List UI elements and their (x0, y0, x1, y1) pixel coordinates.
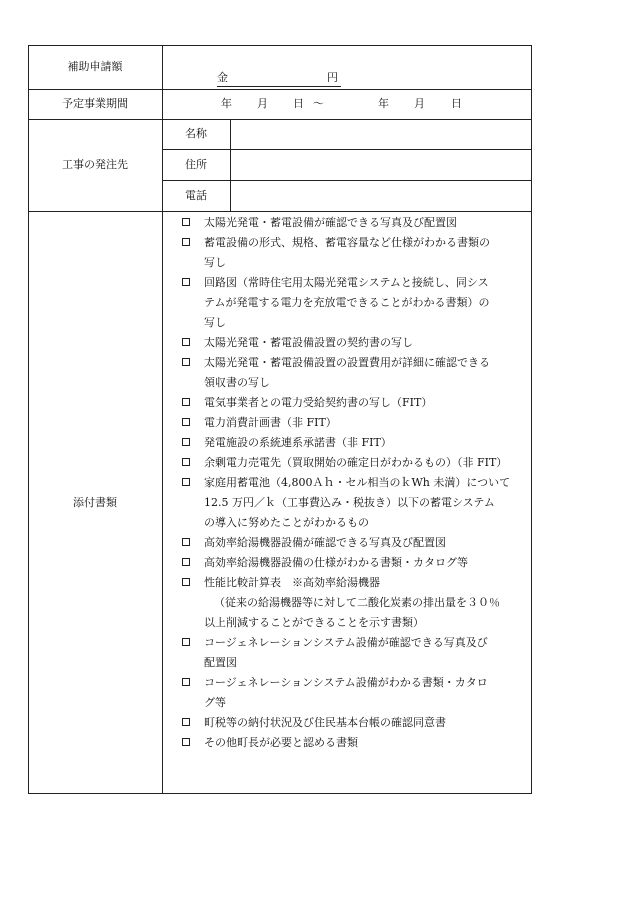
checkbox[interactable] (182, 578, 190, 586)
checklist-item[interactable]: 余剰電力売電先（買取開始の確定日がわかるもの）（非 FIT） (176, 453, 531, 473)
checklist-item[interactable]: 家庭用蓄電池（4,800Ａｈ・セル相当のｋWh 未満）について (176, 473, 531, 493)
checklist-item-continuation: の導入に努めたことがわかるもの (204, 516, 369, 529)
contractor-label: 工事の発注先 (62, 158, 128, 171)
checklist-item[interactable]: 太陽光発電・蓄電設備設置の設置費用が詳細に確認できる (176, 353, 531, 373)
checkbox[interactable] (182, 458, 190, 466)
row-divider (28, 89, 532, 90)
checklist-item[interactable]: 回路図（常時住宅用太陽光発電システムと接続し、同シス (176, 273, 531, 293)
attachments-label: 添付書類 (73, 496, 117, 509)
checkbox[interactable] (182, 398, 190, 406)
subsidy-amount-underline[interactable] (217, 86, 341, 87)
checklist-item[interactable]: 蓄電設備の形式、規格、蓄電容量など仕様がわかる書類の (176, 233, 531, 253)
row-divider (162, 149, 532, 150)
checkbox[interactable] (182, 438, 190, 446)
row-divider (162, 180, 532, 181)
checklist-item[interactable]: 電力消費計画書（非 FIT） (176, 413, 531, 433)
column-divider (162, 45, 163, 794)
period-end-year: 年 (378, 97, 389, 110)
checkbox[interactable] (182, 558, 190, 566)
checkbox[interactable] (182, 738, 190, 746)
row-divider (28, 119, 532, 120)
checkbox[interactable] (182, 538, 190, 546)
subsidy-amount-label: 補助申請額 (67, 60, 123, 73)
checkbox[interactable] (182, 678, 190, 686)
checklist-item[interactable]: 電気事業者との電力受給契約書の写し（FIT） (176, 393, 531, 413)
period-end-month: 月 (414, 97, 425, 110)
period-start-year: 年 (221, 97, 232, 110)
checklist-item-note: （従来の給湯機器等に対して二酸化炭素の排出量を３０％ (214, 596, 500, 609)
checkbox[interactable] (182, 718, 190, 726)
checklist-item-continuation: テムが発電する電力を充放電できることがわかる書類）の (204, 296, 490, 309)
period-start-day: 日 (293, 97, 304, 110)
checklist-item-continuation: 写し (204, 316, 226, 329)
checklist-item-continuation: 領収書の写し (204, 376, 270, 389)
checklist-item[interactable]: コージェネレーションシステム設備が確認できる写真及び (176, 633, 531, 653)
checklist-item[interactable]: 発電施設の系統連系承諾書（非 FIT） (176, 433, 531, 453)
checkbox[interactable] (182, 338, 190, 346)
column-divider (230, 119, 231, 211)
checklist-item[interactable]: 町税等の納付状況及び住民基本台帳の確認同意書 (176, 713, 531, 733)
checkbox[interactable] (182, 418, 190, 426)
subsidy-amount-unit: 円 (327, 71, 338, 84)
checklist-item[interactable]: 高効率給湯機器設備の仕様がわかる書類・カタログ等 (176, 553, 531, 573)
checkbox[interactable] (182, 638, 190, 646)
checklist-item[interactable]: 太陽光発電・蓄電設備設置の契約書の写し (176, 333, 531, 353)
contractor-address-label: 住所 (185, 158, 207, 171)
checkbox[interactable] (182, 278, 190, 286)
contractor-phone-label: 電話 (185, 189, 207, 202)
period-end-day: 日 (451, 97, 462, 110)
checklist-item[interactable]: その他町長が必要と認める書類 (176, 733, 531, 753)
checklist-item[interactable]: 性能比較計算表 ※高効率給湯機器 (176, 573, 531, 593)
period-separator: ～ (313, 97, 324, 110)
contractor-name-label: 名称 (185, 127, 207, 140)
checklist-item-continuation: 配置図 (204, 656, 237, 669)
checklist-item-continuation: 写し (204, 256, 226, 269)
checkbox[interactable] (182, 238, 190, 246)
subsidy-amount-prefix: 金 (217, 71, 228, 84)
checklist-item-continuation: 12.5 万円／ｋ（工事費込み・税抜き）以下の蓄電システム (204, 496, 495, 509)
checklist-item-note: 以上削減することができることを示す書類） (204, 616, 424, 629)
attachment-checklist (176, 213, 531, 753)
row-divider (28, 211, 532, 212)
project-period-label: 予定事業期間 (62, 97, 128, 110)
checkbox[interactable] (182, 478, 190, 486)
checklist-item[interactable]: 太陽光発電・蓄電設備が確認できる写真及び配置図 (176, 213, 531, 233)
checkbox[interactable] (182, 218, 190, 226)
checklist-item[interactable]: コージェネレーションシステム設備がわかる書類・カタロ (176, 673, 531, 693)
period-start-month: 月 (257, 97, 268, 110)
checkbox[interactable] (182, 358, 190, 366)
checklist-item[interactable]: 高効率給湯機器設備が確認できる写真及び配置図 (176, 533, 531, 553)
checklist-item-continuation: グ等 (204, 696, 226, 709)
